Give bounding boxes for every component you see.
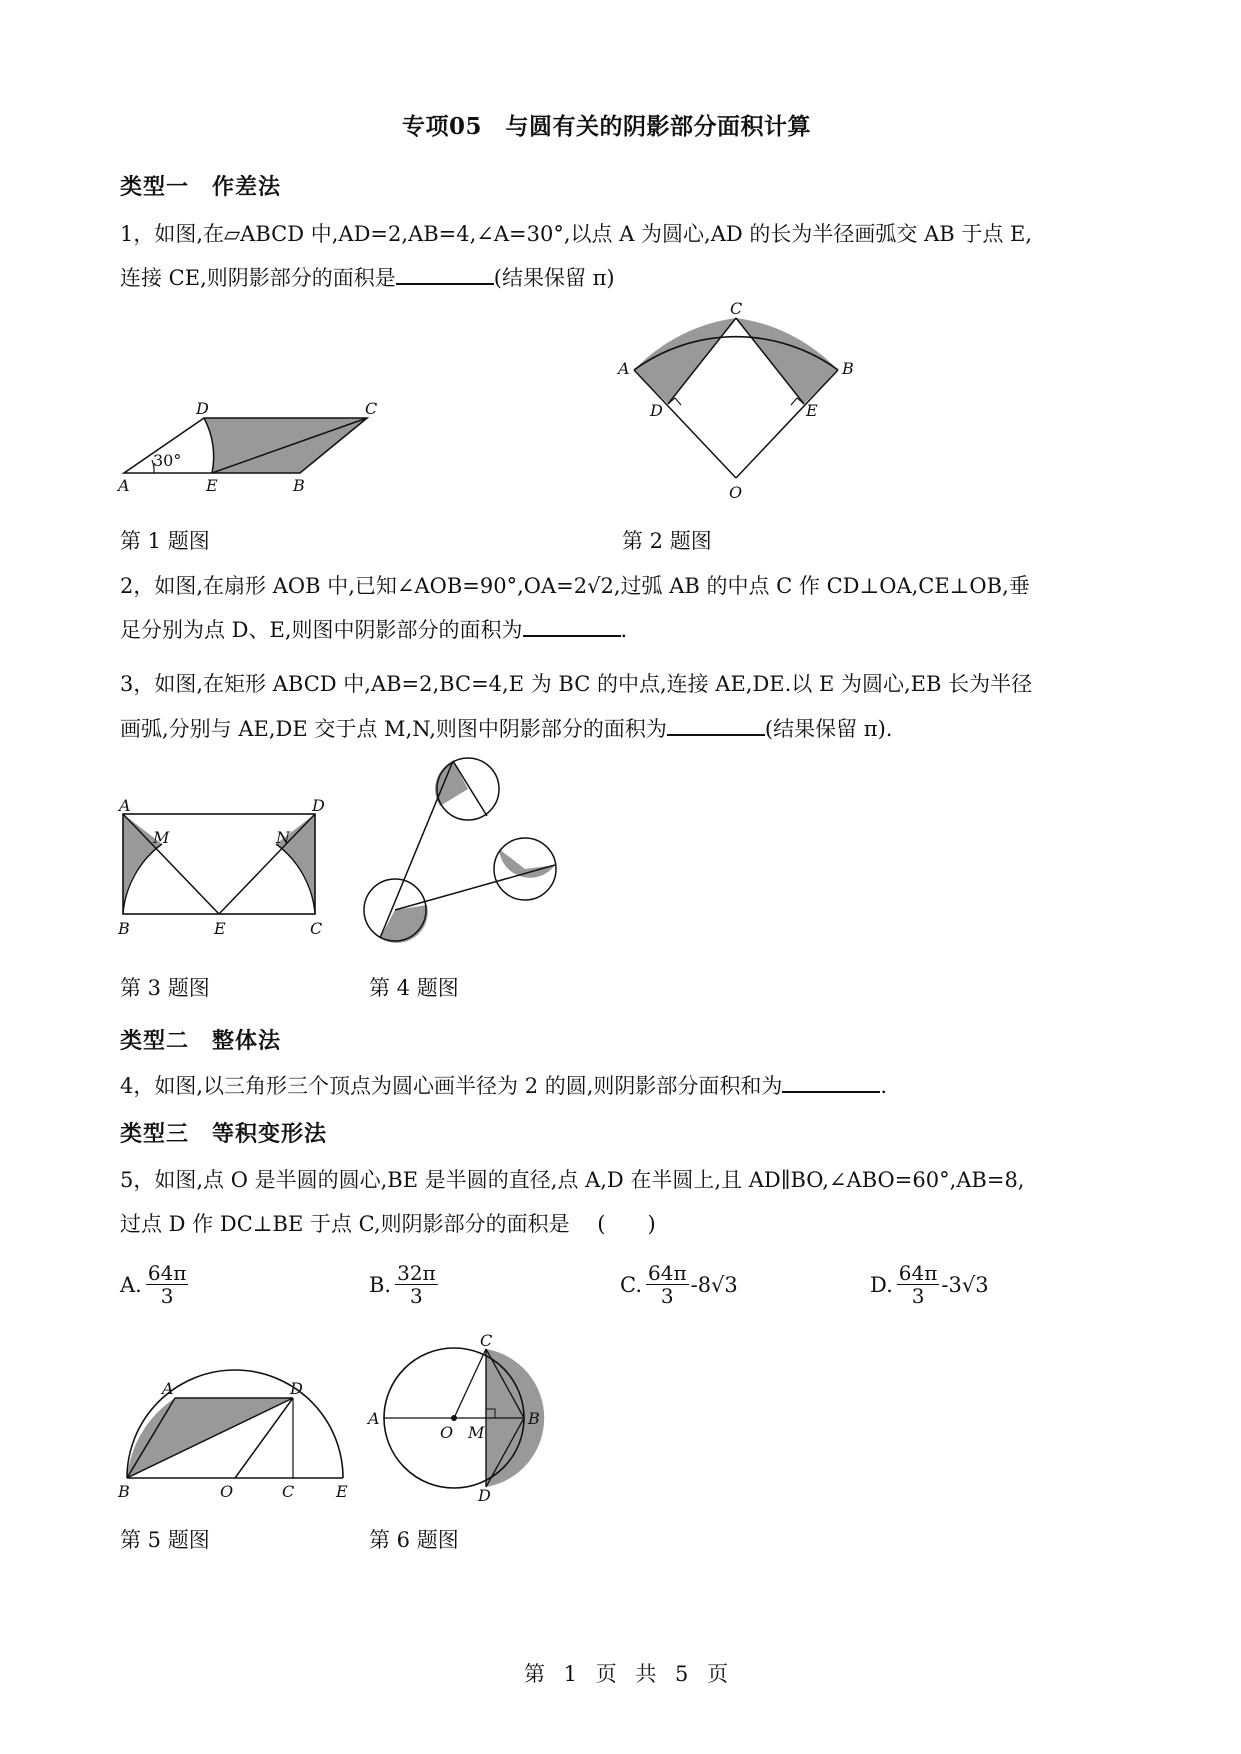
figure-2-label-o: O: [729, 483, 743, 502]
question-5-line-1: 5，如图,点 O 是半圆的圆心,BE 是半圆的直径,点 A,D 在半圆上,且 AD∥BO,∠ABO=60°,AB=8,: [120, 1168, 1025, 1192]
figure-1-label-c: C: [365, 399, 378, 418]
option-c-tail: -8√3: [690, 1272, 738, 1297]
figure-2-label-e: E: [806, 401, 818, 420]
figure-3-label-m: M: [153, 828, 170, 847]
figure-2-shaded-left: [634, 318, 736, 404]
figure-6-label-a: A: [368, 1409, 380, 1428]
figure-6-center-dot: [451, 1415, 457, 1421]
option-d-tail: -3√3: [941, 1272, 989, 1297]
option-b: [369, 1262, 440, 1307]
figure-5-caption: 第 5 题图: [120, 1528, 210, 1552]
figure-1-label-e: E: [206, 476, 218, 495]
figure-2-radius-oa: [634, 370, 736, 478]
figure-5-label-o: O: [220, 1482, 234, 1501]
figure-2-label-d: D: [650, 401, 663, 420]
figure-3-label-n: N: [276, 828, 290, 847]
figure-6-label-c: C: [480, 1331, 493, 1350]
option-d-numerator: 64π: [898, 1261, 938, 1285]
figure-5-label-c: C: [282, 1482, 295, 1501]
answer-blank: [782, 1071, 880, 1093]
figure-1-label-b: B: [293, 476, 305, 495]
option-d-denominator: 3: [911, 1284, 925, 1308]
answer-blank: [396, 263, 494, 285]
page-title: 专项05 与圆有关的阴影部分面积计算: [402, 113, 812, 140]
figure-6-label-b: B: [528, 1409, 540, 1428]
figure-1-label-d: D: [196, 399, 209, 418]
option-d-fraction: [897, 1262, 940, 1307]
option-c-denominator: 3: [660, 1284, 674, 1308]
figure-3-label-e: E: [214, 919, 226, 938]
figure-6-circle: [360, 1331, 550, 1505]
option-c-fraction: [646, 1262, 689, 1307]
option-d-label: D.: [870, 1272, 893, 1297]
figure-5-semicircle: [110, 1350, 360, 1500]
question-1-suffix: (结果保留 π): [493, 266, 615, 290]
question-1-text: 连接 CE,则阴影部分的面积是: [120, 266, 396, 290]
question-1-line-2: [120, 256, 615, 300]
figure-4-shaded-top: [435, 761, 468, 806]
question-4-text: 4，如图,以三角形三个顶点为圆心画半径为 2 的圆,则阴影部分面积和为: [120, 1074, 783, 1098]
option-a-numerator: 64π: [147, 1261, 187, 1285]
figure-3-rectangle: [110, 796, 330, 942]
answer-blank: [523, 615, 621, 637]
option-a: [120, 1262, 190, 1307]
figure-4-side-bottom: [395, 865, 555, 910]
option-a-fraction: [146, 1262, 189, 1307]
answer-blank: [667, 714, 765, 736]
question-2-suffix: .: [620, 618, 628, 642]
option-c-label: C.: [620, 1272, 642, 1297]
figure-6-label-o: O: [440, 1423, 454, 1442]
question-3-line-1: 3，如图,在矩形 ABCD 中,AB=2,BC=4,E 为 BC 的中点,连接 AE,DE.以 E 为圆心,EB 长为半径: [120, 672, 1033, 696]
figure-4-triangle-circles: [360, 752, 570, 948]
option-a-label: A.: [120, 1272, 142, 1297]
figure-1-angle-label: 30°: [153, 451, 182, 470]
figure-5-label-b: B: [118, 1482, 130, 1501]
figure-2-label-a: A: [618, 359, 630, 378]
question-4-line: [120, 1064, 887, 1108]
question-2-line-2: [120, 608, 627, 652]
figure-6-label-d: D: [478, 1486, 491, 1505]
figure-6-segment-oc: [454, 1349, 486, 1418]
figure-3-label-b: B: [118, 919, 130, 938]
figure-1-parallelogram: [110, 398, 400, 494]
figure-2-sector: [610, 299, 854, 502]
question-4-suffix: .: [880, 1074, 888, 1098]
section-heading-3: 类型三 等积变形法: [120, 1121, 328, 1147]
question-2-line-1: 2，如图,在扇形 AOB 中,已知∠AOB=90°,OA=2√2,过弧 AB 的中点 C 作 CD⊥OA,CE⊥OB,垂: [120, 574, 1030, 598]
option-b-numerator: 32π: [397, 1261, 436, 1285]
option-b-denominator: 3: [410, 1284, 423, 1308]
page-number: 第 1 页 共 5 页: [524, 1662, 735, 1686]
question-1-line-1: 1，如图,在▱ABCD 中,AD=2,AB=4,∠A=30°,以点 A 为圆心,AD 的长为半径画弧交 AB 于点 E,: [120, 222, 1033, 246]
question-3-text: 画弧,分别与 AE,DE 交于点 M,N,则图中阴影部分的面积为: [120, 717, 667, 741]
figure-4-shaded-bottom: [380, 905, 428, 943]
section-heading-2: 类型二 整体法: [120, 1028, 282, 1054]
figure-1-caption: 第 1 题图: [120, 529, 210, 553]
figure-3-label-a: A: [119, 796, 131, 815]
option-c-numerator: 64π: [648, 1261, 687, 1285]
figure-3-caption: 第 3 题图: [120, 976, 210, 1000]
option-c: [620, 1262, 738, 1307]
option-d: [870, 1262, 989, 1307]
section-heading-1: 类型一 作差法: [120, 174, 282, 200]
figure-5-label-e: E: [336, 1482, 348, 1501]
question-3-suffix: (结果保留 π).: [764, 717, 893, 741]
figure-2-shaded-right: [736, 318, 838, 404]
figure-1-label-a: A: [118, 476, 130, 495]
figure-2-label-b: B: [842, 359, 854, 378]
question-3-line-2: [120, 707, 892, 751]
option-b-fraction: [395, 1262, 438, 1307]
option-b-label: B.: [369, 1272, 392, 1297]
figure-3-label-d: D: [312, 796, 325, 815]
question-5-line-2: 过点 D 作 DC⊥BE 于点 C,则阴影部分的面积是 ( ): [120, 1212, 656, 1236]
figure-6-caption: 第 6 题图: [369, 1528, 459, 1552]
figure-6-label-m: M: [468, 1423, 485, 1442]
figure-2-radius-ob: [736, 370, 838, 478]
figure-2-label-c: C: [730, 299, 743, 318]
figure-4-caption: 第 4 题图: [369, 976, 459, 1000]
figure-5-label-a: A: [162, 1379, 174, 1398]
figure-2-caption: 第 2 题图: [622, 529, 712, 553]
figure-3-label-c: C: [310, 919, 323, 938]
figure-5-label-d: D: [290, 1379, 303, 1398]
option-a-denominator: 3: [160, 1284, 174, 1308]
question-2-text: 足分别为点 D、E,则图中阴影部分的面积为: [120, 618, 523, 642]
